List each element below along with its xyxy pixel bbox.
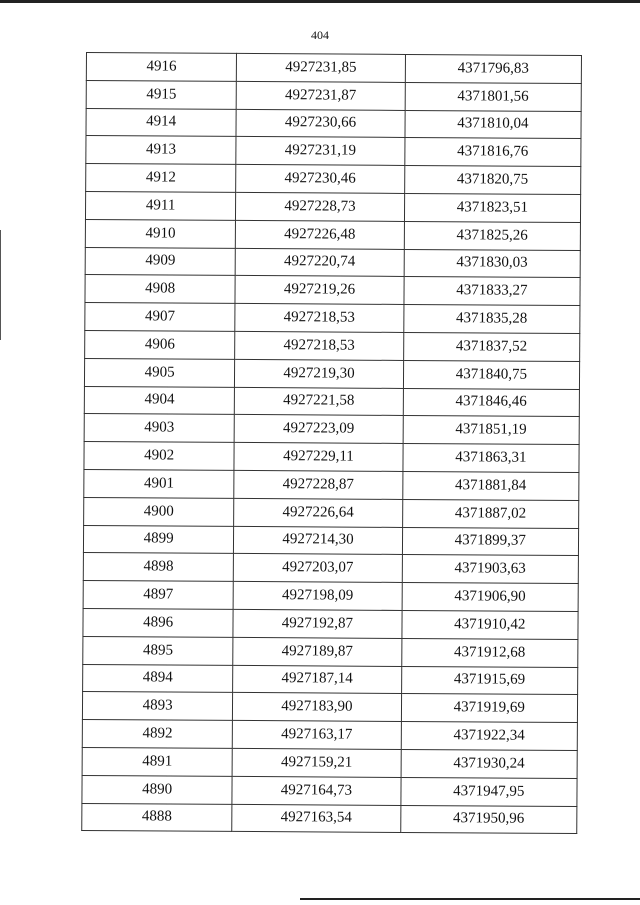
x-coordinate-cell: 4927187,14 [233, 665, 402, 694]
table-row [85, 247, 580, 278]
x-coordinate-cell: 4927163,54 [232, 804, 401, 833]
point-number-cell: 4913 [86, 136, 236, 165]
table-row [84, 469, 579, 500]
table-row [82, 803, 577, 834]
coordinates-table-body [82, 53, 582, 834]
x-coordinate-cell: 4927219,26 [235, 276, 404, 305]
y-coordinate-cell: 4371863,31 [403, 444, 580, 473]
point-number-cell: 4899 [83, 525, 233, 554]
y-coordinate-cell: 4371823,51 [404, 193, 581, 222]
y-coordinate-cell: 4371796,83 [405, 54, 582, 83]
coordinates-table [81, 52, 582, 834]
y-coordinate-cell: 4371906,90 [402, 583, 579, 612]
point-number-cell: 4902 [84, 442, 234, 471]
y-coordinate-cell: 4371881,84 [402, 471, 579, 500]
table-row [86, 80, 581, 111]
table-row [84, 497, 579, 528]
table-row [85, 219, 580, 250]
table-row [85, 303, 580, 334]
table-row [84, 358, 579, 389]
y-coordinate-cell: 4371810,04 [405, 110, 582, 139]
x-coordinate-cell: 4927228,87 [234, 470, 403, 499]
table-row [83, 608, 578, 639]
point-number-cell: 4891 [82, 747, 232, 776]
point-number-cell: 4896 [83, 608, 233, 637]
table-row [84, 442, 579, 473]
table-row [83, 553, 578, 584]
point-number-cell: 4897 [83, 581, 233, 610]
y-coordinate-cell: 4371947,95 [401, 777, 578, 806]
y-coordinate-cell: 4371846,46 [403, 388, 580, 417]
point-number-cell: 4907 [85, 303, 235, 332]
y-coordinate-cell: 4371851,19 [403, 416, 580, 445]
x-coordinate-cell: 4927231,19 [236, 137, 405, 166]
point-number-cell: 4901 [84, 469, 234, 498]
x-coordinate-cell: 4927218,53 [235, 304, 404, 333]
table-row [86, 136, 581, 167]
point-number-cell: 4890 [82, 775, 232, 804]
bottom-border-line [300, 898, 640, 900]
table-row [83, 525, 578, 556]
table-row [82, 747, 577, 778]
table-row [82, 692, 577, 723]
y-coordinate-cell: 4371820,75 [404, 166, 581, 195]
x-coordinate-cell: 4927163,17 [232, 721, 401, 750]
point-number-cell: 4912 [86, 164, 236, 193]
point-number-cell: 4915 [86, 80, 236, 109]
y-coordinate-cell: 4371837,52 [403, 332, 580, 361]
x-coordinate-cell: 4927223,09 [234, 415, 403, 444]
x-coordinate-cell: 4927192,87 [233, 609, 402, 638]
y-coordinate-cell: 4371816,76 [404, 138, 581, 167]
y-coordinate-cell: 4371915,69 [401, 666, 578, 695]
table-row [84, 414, 579, 445]
y-coordinate-cell: 4371919,69 [401, 694, 578, 723]
x-coordinate-cell: 4927220,74 [235, 248, 404, 277]
point-number-cell: 4888 [82, 803, 232, 832]
y-coordinate-cell: 4371950,96 [400, 805, 577, 834]
point-number-cell: 4905 [84, 358, 234, 387]
table-row [85, 191, 580, 222]
table-row [83, 664, 578, 695]
table-row [86, 53, 581, 84]
x-coordinate-cell: 4927229,11 [234, 443, 403, 472]
y-coordinate-cell: 4371899,37 [402, 527, 579, 556]
table-row [84, 386, 579, 417]
point-number-cell: 4900 [84, 497, 234, 526]
point-number-cell: 4916 [86, 53, 236, 82]
point-number-cell: 4909 [85, 247, 235, 276]
y-coordinate-cell: 4371825,26 [404, 221, 581, 250]
x-coordinate-cell: 4927230,46 [236, 165, 405, 194]
y-coordinate-cell: 4371930,24 [401, 749, 578, 778]
y-coordinate-cell: 4371833,27 [404, 277, 581, 306]
y-coordinate-cell: 4371910,42 [402, 610, 579, 639]
point-number-cell: 4904 [84, 386, 234, 415]
x-coordinate-cell: 4927219,30 [235, 359, 404, 388]
table-row [82, 775, 577, 806]
table-row [82, 720, 577, 751]
x-coordinate-cell: 4927226,64 [234, 498, 403, 527]
point-number-cell: 4911 [85, 191, 235, 220]
x-coordinate-cell: 4927203,07 [234, 554, 403, 583]
table-row [83, 636, 578, 667]
y-coordinate-cell: 4371801,56 [405, 82, 582, 111]
x-coordinate-cell: 4927164,73 [232, 776, 401, 805]
table-row [86, 108, 581, 139]
x-coordinate-cell: 4927218,53 [235, 331, 404, 360]
point-number-cell: 4914 [86, 108, 236, 137]
x-coordinate-cell: 4927228,73 [236, 192, 405, 221]
page-number: 404 [311, 28, 329, 42]
x-coordinate-cell: 4927198,09 [233, 582, 402, 611]
x-coordinate-cell: 4927189,87 [233, 637, 402, 666]
x-coordinate-cell: 4927226,48 [236, 220, 405, 249]
table-row [85, 330, 580, 361]
x-coordinate-cell: 4927183,90 [233, 693, 402, 722]
point-number-cell: 4903 [84, 414, 234, 443]
x-coordinate-cell: 4927231,87 [236, 81, 405, 110]
point-number-cell: 4892 [82, 720, 232, 749]
y-coordinate-cell: 4371840,75 [403, 360, 580, 389]
y-coordinate-cell: 4371835,28 [403, 305, 580, 334]
y-coordinate-cell: 4371912,68 [401, 638, 578, 667]
x-coordinate-cell: 4927221,58 [235, 387, 404, 416]
y-coordinate-cell: 4371922,34 [401, 722, 578, 751]
point-number-cell: 4894 [83, 664, 233, 693]
table-row [85, 275, 580, 306]
y-coordinate-cell: 4371830,03 [404, 249, 581, 278]
point-number-cell: 4906 [85, 330, 235, 359]
table-row [83, 581, 578, 612]
x-coordinate-cell: 4927230,66 [236, 109, 405, 138]
table-row [86, 164, 581, 195]
x-coordinate-cell: 4927159,21 [232, 748, 401, 777]
left-margin-mark [0, 230, 1, 340]
point-number-cell: 4908 [85, 275, 235, 304]
point-number-cell: 4898 [83, 553, 233, 582]
y-coordinate-cell: 4371887,02 [402, 499, 579, 528]
top-border-line [0, 0, 640, 3]
x-coordinate-cell: 4927231,85 [237, 53, 406, 82]
x-coordinate-cell: 4927214,30 [234, 526, 403, 555]
point-number-cell: 4910 [85, 219, 235, 248]
point-number-cell: 4895 [83, 636, 233, 665]
y-coordinate-cell: 4371903,63 [402, 555, 579, 584]
point-number-cell: 4893 [82, 692, 232, 721]
